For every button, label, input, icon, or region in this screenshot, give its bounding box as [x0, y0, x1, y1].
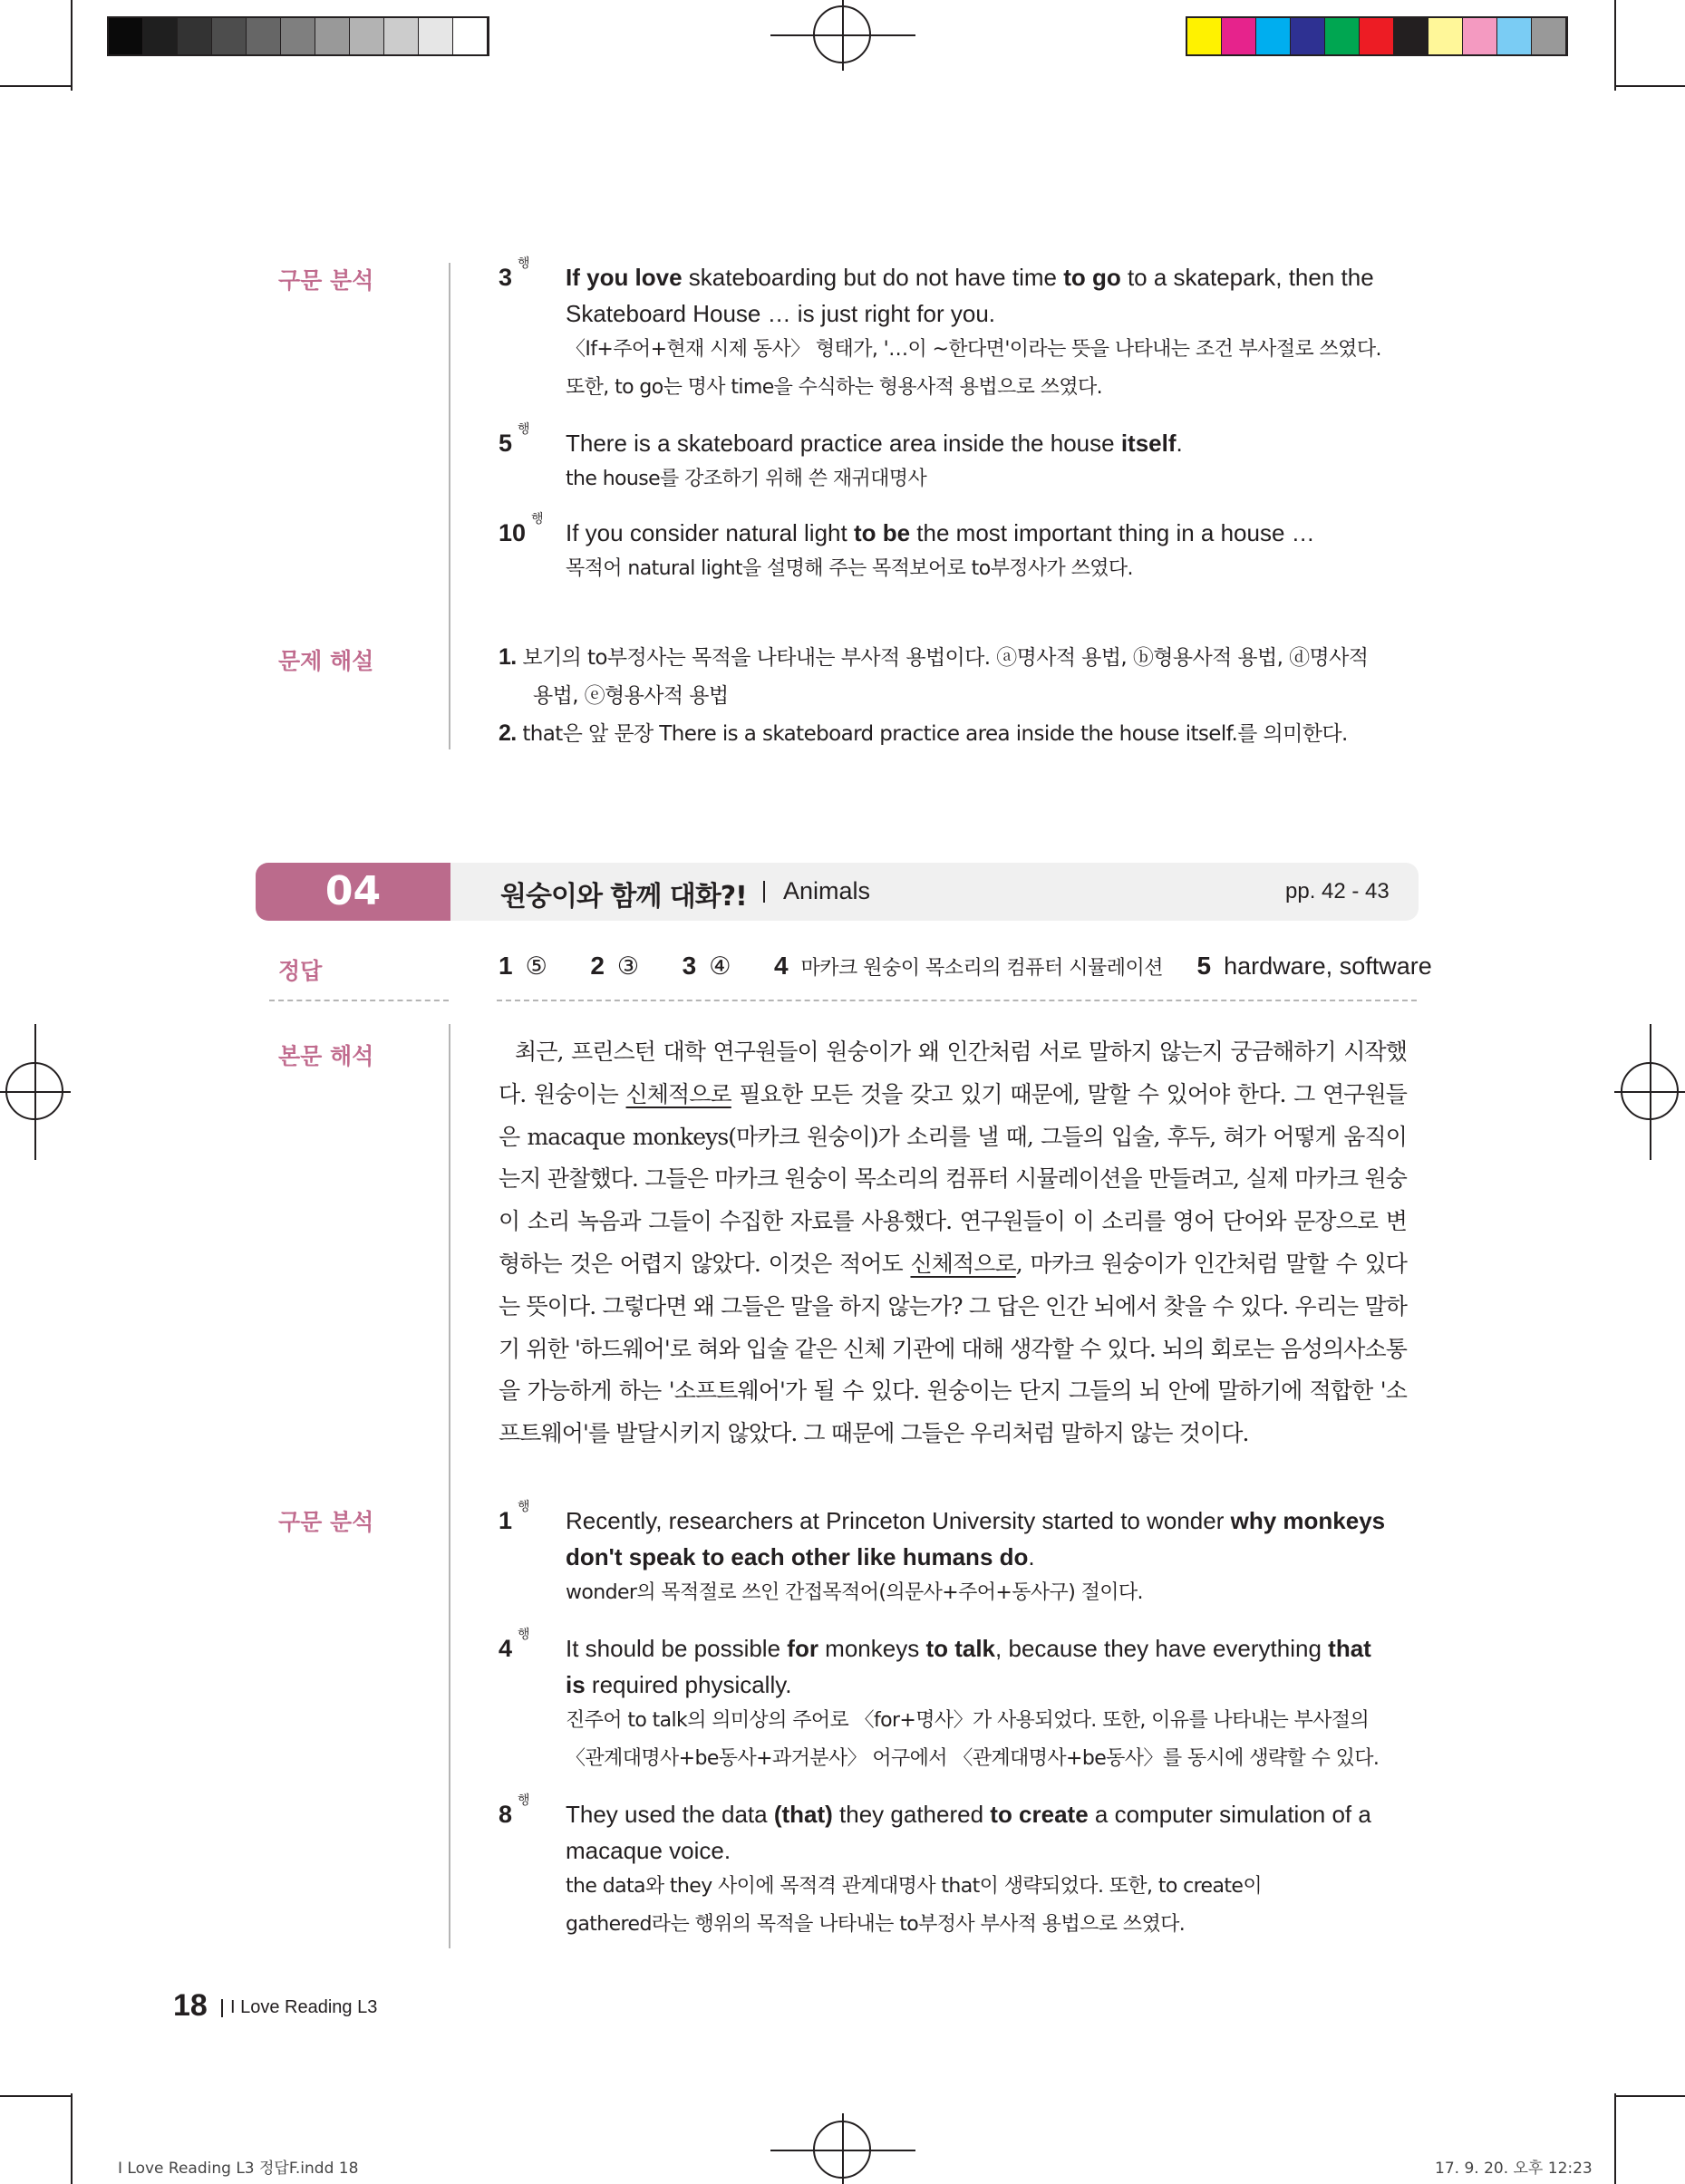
section-label-problem-explanation: 문제 해설	[278, 648, 374, 674]
page-reference: pp. 42 - 43	[1285, 879, 1390, 904]
grayscale-color-bar	[107, 16, 489, 56]
page-number: 18	[173, 1988, 208, 2023]
color-swatch	[1463, 18, 1497, 54]
question-explanation-2: 2. that은 앞 문장 There is a skateboard practice area inside the house itself.를 의미한다.	[499, 720, 1348, 746]
korean-explanation: 또한, to go는 명사 time을 수식하는 형용사적 용법으로 쓰였다.	[566, 376, 1103, 399]
korean-explanation: 〈관계대명사+be동사+과거분사〉 어구에서 〈관계대명사+be동사〉를 동시에 생략할 수 있다.	[566, 1747, 1380, 1770]
process-color-bar	[1186, 16, 1568, 56]
korean-translation-paragraph: 최근, 프린스턴 대학 연구원들이 원숭이가 왜 인간처럼 서로 말하지 않는지 궁금해하기 시작했다. 원숭이는 신체적으로 필요한 모든 것을 갖고 있기 때문에, 말할 수 있어야 한다. 그 연구원들은 macaque monkeys(마카크 원숭이)가 소리를 낼 때, 그들의 입술, 후두, 혀가 어떻게 움직이는지 관찰했다. 그들은 마카크 원숭이 목소리의 컴퓨터 시뮬레이션을 만들려고, 실제 마카크 원숭이 소리 녹음과 그들이 수집한 자료를 사용했다. 연구원들이 이 소리를 영어 단어와 문장으로 변형하는 것은 어렵지 않았다. 이것은 적어도 신체적으로, 마카크 원숭이가 인간처럼 말할 수 있다는 뜻이다. 그렇다면 왜 그들은 말을 하지 않는가? 그 답은 인간 뇌에서 찾을 수 있다. 우리는 말하기 위한 '하드웨어'로 혀와 입술 같은 신체 기관에 대해 생각할 수 있다. 뇌의 회로는 음성의사소통을 가능하게 하는 '소프트웨어'가 될 수 있다. 원숭이는 단지 그들의 뇌 안에 말하기에 적합한 '소프트웨어'를 발달시키지 않았다. 그 때문에 그들은 우리처럼 말하지 않는 것이다.	[499, 1039, 1407, 1447]
registration-mark-top	[813, 5, 871, 63]
unit-category: Animals	[783, 877, 871, 904]
answer-list: 1 ⑤ 2 ③ 3 ④ 4 마카크 원숭이 목소리의 컴퓨터 시뮬레이션 5 hardware, software	[499, 952, 1432, 980]
item-number: $8^행$	[499, 1793, 530, 1828]
answer-divider-right	[497, 1000, 1417, 1001]
color-swatch	[143, 18, 178, 54]
english-sentence: Recently, researchers at Princeton University started to wonder why monkeys don't speak to each other like humans do.	[566, 1507, 1386, 1570]
item-number: $1^행$	[499, 1499, 530, 1534]
color-swatch	[1187, 18, 1222, 54]
color-swatch	[212, 18, 247, 54]
english-sentence: There is a skateboard practice area inside the house itself.	[566, 430, 1183, 457]
color-swatch	[1532, 18, 1566, 54]
color-swatch	[1497, 18, 1532, 54]
section-label-answers: 정답	[278, 958, 323, 984]
section-label-syntax-1: 구문 분석	[278, 267, 374, 294]
korean-explanation: 〈If+주어+현재 시제 동사〉 형태가, '…이 ~한다면'이라는 뜻을 나타내는 조건 부사절로 쓰였다.	[566, 338, 1381, 361]
question-explanation-1: 1. 보기의 to부정사는 목적을 나타내는 부사적 용법이다. ⓐ명사적 용법, ⓑ형용사적 용법, ⓓ명사적 용법, ⓔ형용사적 용법	[499, 644, 1369, 708]
english-sentence: If you love skateboarding but do not have time to go to a skatepark, then the Skateboard House … is just right for you.	[566, 264, 1374, 327]
unit-title: 원숭이와 함께 대화?!	[500, 881, 747, 913]
registration-mark-bottom	[813, 2121, 871, 2179]
korean-explanation: wonder의 목적절로 쓰인 간접목적어(의문사+주어+동사구) 절이다.	[566, 1581, 1143, 1604]
color-swatch	[1325, 18, 1360, 54]
color-swatch	[178, 18, 212, 54]
english-sentence: They used the data (that) they gathered to create a computer simulation of a macaque voice.	[566, 1801, 1371, 1864]
divider-line-2	[449, 1024, 450, 1948]
unit-number: 04	[256, 863, 450, 921]
registration-mark-right	[1621, 1062, 1679, 1120]
item-number: $3^행$	[499, 256, 530, 291]
korean-explanation: gathered라는 행위의 목적을 나타내는 to부정사 부사적 용법으로 쓰였다.	[566, 1913, 1186, 1936]
question-number: 2.	[499, 720, 517, 746]
color-swatch	[384, 18, 419, 54]
korean-explanation: 목적어 natural light을 설명해 주는 목적보어로 to부정사가 쓰였다.	[566, 557, 1133, 580]
english-sentence: If you consider natural light to be the most important thing in a house …	[566, 519, 1315, 546]
color-swatch	[419, 18, 453, 54]
color-swatch	[281, 18, 315, 54]
file-slug: I Love Reading L3 정답F.indd 18	[118, 2160, 359, 2178]
date-slug: 17. 9. 20. 오후 12:23	[1435, 2160, 1593, 2178]
item-number: $10^행$	[499, 511, 544, 546]
korean-explanation: the data와 they 사이에 목적격 관계대명사 that이 생략되었다. 또한, to create이	[566, 1875, 1262, 1898]
registration-mark-left	[5, 1062, 63, 1120]
question-number: 1.	[499, 644, 517, 670]
color-swatch	[1291, 18, 1325, 54]
color-swatch	[109, 18, 143, 54]
color-swatch	[247, 18, 281, 54]
divider-line-1	[449, 263, 450, 749]
english-sentence: It should be possible for monkeys to talk, because they have everything that is required physically.	[566, 1635, 1371, 1698]
title-separator	[763, 881, 765, 903]
section-label-translation: 본문 해석	[278, 1043, 374, 1069]
color-swatch	[1394, 18, 1428, 54]
korean-explanation: 진주어 to talk의 의미상의 주어로 〈for+명사〉가 사용되었다. 또한, 이유를 나타내는 부사절의	[566, 1709, 1370, 1732]
color-swatch	[350, 18, 384, 54]
color-swatch	[1222, 18, 1256, 54]
item-number: $4^행$	[499, 1627, 530, 1662]
color-swatch	[1360, 18, 1394, 54]
item-number: $5^행$	[499, 421, 530, 457]
color-swatch	[315, 18, 350, 54]
section-label-syntax-2: 구문 분석	[278, 1509, 374, 1535]
korean-explanation: the house를 강조하기 위해 쓴 재귀대명사	[566, 468, 927, 490]
color-swatch	[1256, 18, 1291, 54]
answer-divider-left	[269, 1000, 449, 1001]
book-title: I Love Reading L3	[230, 1997, 378, 2017]
color-swatch	[453, 18, 488, 54]
footer-separator	[221, 1999, 223, 2017]
color-swatch	[1428, 18, 1463, 54]
